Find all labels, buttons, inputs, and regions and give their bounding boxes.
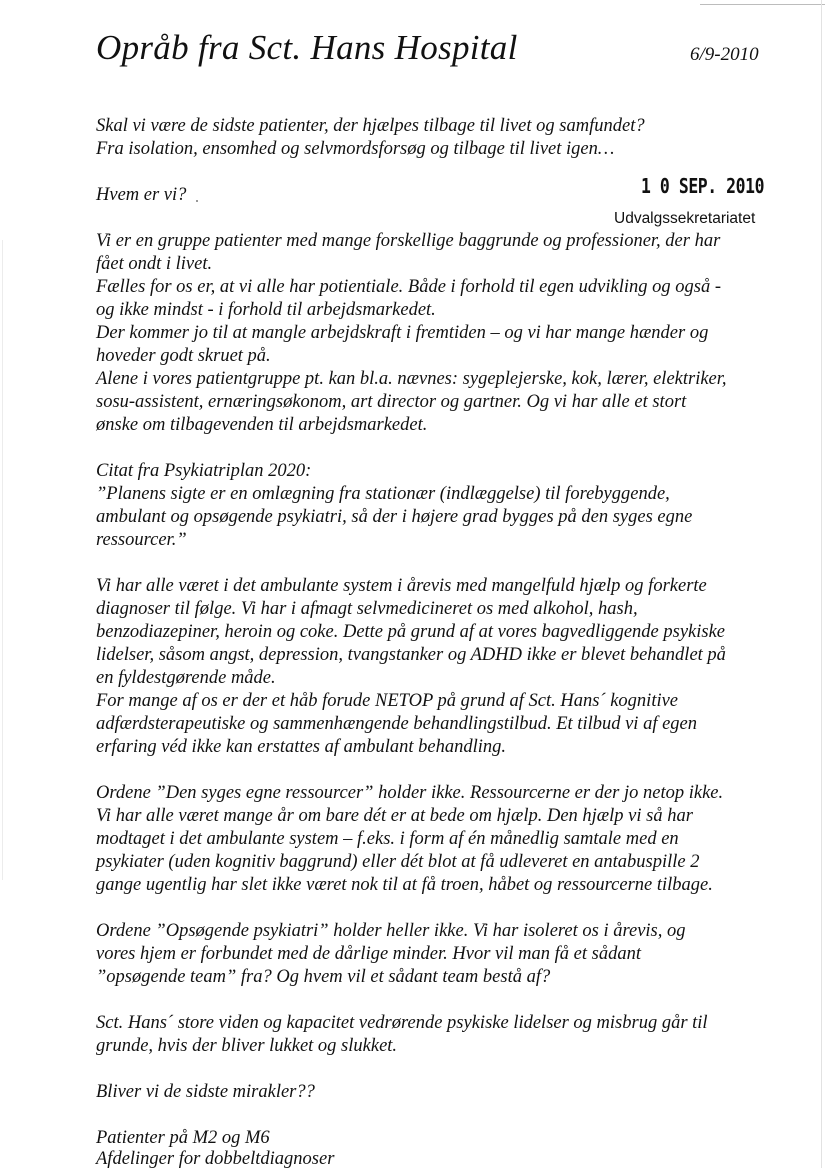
paragraph-line: erfaring véd ikke kan erstattes af ambulant behandling. bbox=[96, 737, 507, 757]
paragraph-line: psykiater (uden kognitiv baggrund) eller dét blot at få udleveret en antabuspille 2 bbox=[96, 852, 700, 872]
signature-line: Patienter på M2 og M6 bbox=[96, 1128, 270, 1148]
received-stamp-date: 1 0 SEP. 2010 bbox=[641, 174, 765, 198]
paragraph-line: ”opsøgende team” fra? Og hvem vil et sådant team bestå af? bbox=[96, 967, 551, 987]
intro-line: Fra isolation, ensomhed og selvmordsforsøg og tilbage til livet igen… bbox=[96, 139, 615, 159]
document-date: 6/9-2010 bbox=[690, 44, 759, 65]
paragraph-line: hoveder godt skruet på. bbox=[96, 346, 271, 366]
paragraph-line: Der kommer jo til at mangle arbejdskraft i fremtiden – og vi har mange hænder og bbox=[96, 323, 709, 343]
paragraph-line: lidelser, såsom angst, depression, tvangstanker og ADHD ikke er blevet behandlet på bbox=[96, 645, 726, 665]
paragraph-line: benzodiazepiner, heroin og coke. Dette på grund af at vores bagvedliggende psykiske bbox=[96, 622, 726, 642]
paragraph-line: modtaget i det ambulante system – f.eks. i form af én månedlig samtale med en bbox=[96, 829, 679, 849]
document-title: Opråb fra Sct. Hans Hospital bbox=[96, 28, 518, 67]
paragraph-line: ønske om tilbagevenden til arbejdsmarkedet. bbox=[96, 415, 428, 435]
paragraph-line: sosu-assistent, ernæringsøkonom, art director og gartner. Og vi har alle et stort bbox=[96, 392, 687, 412]
paragraph-line: adfærdsterapeutiske og sammenhængende behandlingstilbud. Et tilbud vi af egen bbox=[96, 714, 698, 734]
scan-edge-top bbox=[700, 4, 825, 5]
received-stamp-office: Udvalgssekretariatet bbox=[614, 210, 756, 227]
paragraph-line: Ordene ”Opsøgende psykiatri” holder heller ikke. Vi har isoleret os i årevis, og bbox=[96, 921, 686, 941]
quote-line: ambulant og opsøgende psykiatri, så der i højere grad bygges på den syges egne bbox=[96, 507, 693, 527]
scan-edge-left bbox=[2, 240, 3, 880]
paragraph-line: Vi har alle været mange år om bare dét er at bede om hjælp. Den hjælp vi så har bbox=[96, 806, 693, 826]
paragraph-line: Alene i vores patientgruppe pt. kan bl.a. nævnes: sygeplejerske, kok, lærer, elektriker, bbox=[96, 369, 727, 389]
closing-question: Bliver vi de sidste mirakler?? bbox=[96, 1082, 315, 1102]
scan-edge-right bbox=[821, 0, 822, 1168]
paragraph-line: Ordene ”Den syges egne ressourcer” holder ikke. Ressourcerne er der jo netop ikke. bbox=[96, 783, 724, 803]
paragraph-line: Vi er en gruppe patienter med mange forskellige baggrunde og professioner, der har bbox=[96, 231, 721, 251]
paragraph-line: Vi har alle været i det ambulante system i årevis med mangelfuld hjælp og forkerte bbox=[96, 576, 707, 596]
quote-line: ressourcer.” bbox=[96, 530, 187, 550]
signature-line: Afdelinger for dobbeltdiagnoser bbox=[96, 1149, 335, 1169]
paragraph-line: grunde, hvis der bliver lukket og slukket. bbox=[96, 1036, 398, 1056]
paragraph-line: Fælles for os er, at vi alle har potientiale. Både i forhold til egen udvikling og også - bbox=[96, 277, 721, 297]
paragraph-line: en fyldestgørende måde. bbox=[96, 668, 276, 688]
paragraph-line: gange ugentlig har slet ikke været nok til at få troen, håbet og ressourcerne tilbage. bbox=[96, 875, 713, 895]
section-heading: Hvem er vi? bbox=[96, 185, 187, 205]
quote-source: Citat fra Psykiatriplan 2020: bbox=[96, 461, 312, 481]
paragraph-line: og ikke mindst - i forhold til arbejdsmarkedet. bbox=[96, 300, 436, 320]
paragraph-line: vores hjem er forbundet med de dårlige minder. Hvor vil man få et sådant bbox=[96, 944, 641, 964]
paragraph-line: diagnoser til følge. Vi har i afmagt selvmedicineret os med alkohol, hash, bbox=[96, 599, 638, 619]
paragraph-line: fået ondt i livet. bbox=[96, 254, 213, 274]
paragraph-line: For mange af os er der et håb forude NETOP på grund af Sct. Hans´ kognitive bbox=[96, 691, 679, 711]
quote-line: ”Planens sigte er en omlægning fra stationær (indlæggelse) til forebyggende, bbox=[96, 484, 670, 504]
scan-speck bbox=[196, 200, 198, 202]
intro-line: Skal vi være de sidste patienter, der hjælpes tilbage til livet og samfundet? bbox=[96, 116, 645, 136]
paragraph-line: Sct. Hans´ store viden og kapacitet vedrørende psykiske lidelser og misbrug går til bbox=[96, 1013, 708, 1033]
